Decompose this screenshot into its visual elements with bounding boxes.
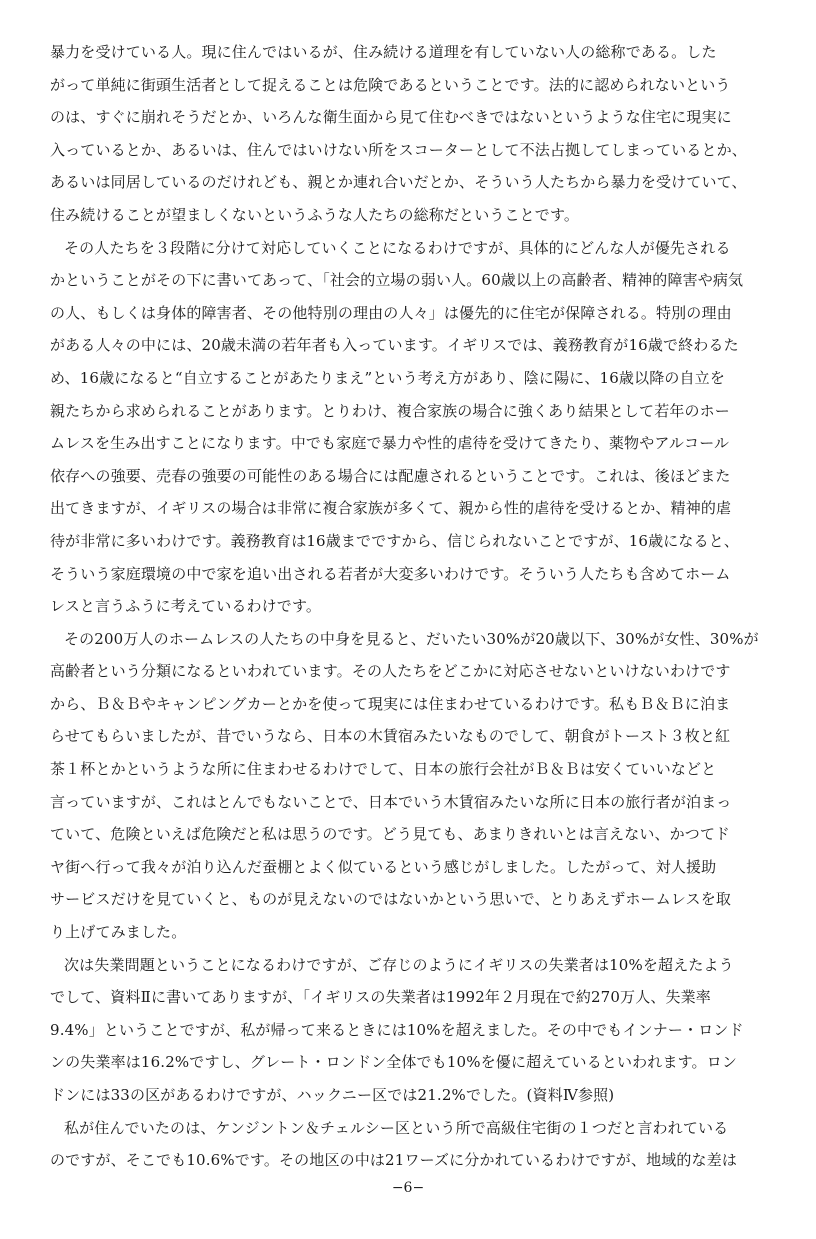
text-line: 9.4%」ということですが、私が帰って来るときには10%を超えました。その中でもインナー・ロンド	[50, 1020, 744, 1039]
text-line: から、Ｂ＆Ｂやキャンピングカーとかを使って現実には住まわせているわけです。私もＢ＆Ｂに泊ま	[50, 694, 731, 713]
text-line: ムレスを生み出すことになります。中でも家庭で暴力や性的虐待を受けてきたり、薬物やアルコール	[50, 434, 730, 453]
text-line: でして、資料Ⅱに書いてありますが、「イギリスの失業者は1992年２月現在で約270万人、失業率	[50, 988, 711, 1007]
text-line: 入っているとか、あるいは、住んではいけない所をスコーターとして不法占拠してしまっているとか、	[50, 140, 747, 159]
text-line: その人たちを３段階に分けて対応していくことになるわけですが、具体的にどんな人が優先される	[64, 238, 731, 257]
text-line: 暴力を受けている人。現に住んではいるが、住み続ける道理を有していない人の総称である。した	[50, 43, 717, 61]
text-line: その200万人のホームレスの人たちの中身を見ると、だいたい30%が20歳以下、30%が女性、30%が	[64, 629, 759, 648]
text-line: め、16歳になると“自立することがあたりまえ”という考え方があり、陰に陽に、16歳以降の自立を	[50, 368, 725, 387]
text-line: のですが、そこでも10.6%です。その地区の中は21ワーズに分かれているわけですが、地域的な差は	[50, 1151, 737, 1170]
text-line: がって単純に街頭生活者として捉えることは危険であるということです。法的に認められないという	[50, 75, 731, 94]
text-line: り上げてみました。	[50, 923, 187, 942]
text-line: のは、すぐに崩れそうだとか、いろんな衛生面から見て住むべきではないというような住宅に現実に	[50, 108, 732, 127]
text-line: あるいは同居しているのだけれども、親とか連れ合いだとか、そういう人たちから暴力を受けていて、	[50, 173, 747, 192]
text-line: かということがその下に書いてあって、「社会的立場の弱い人。60歳以上の高齢者、精神的障害や病気	[50, 271, 744, 290]
text-line: 親たちから求められることがあります。とりわけ、複合家族の場合に強くあり結果として若年のホー	[50, 401, 730, 420]
text-line: の人、もしくは身体的障害者、その他特別の理由の人々」は優先的に住宅が保障される。特別の理由	[50, 303, 732, 322]
text-line: 待が非常に多いわけです。義務教育は16歳までですから、信じられないことですが、16歳になると、	[50, 531, 740, 550]
text-line: 出てきますが、イギリスの場合は非常に複合家族が多くて、親から性的虐待を受けるとか、精神的虐	[50, 499, 732, 518]
text-line: そういう家庭環境の中で家を追い出される若者が大変多いわけです。そういう人たちも含めてホーム	[50, 564, 731, 583]
text-line: サービスだけを見ていくと、ものが見えないのではないかという思いで、とりあえずホームレスを取	[50, 890, 732, 909]
text-line: らせてもらいましたが、昔でいうなら、日本の木賃宿みたいなものでして、朝食がトースト３枚と紅	[50, 727, 731, 746]
text-line: 言っていますが、これはとんでもないことで、日本でいう木賃宿みたいな所に日本の旅行者が泊まっ	[50, 792, 732, 811]
text-line: 私が住んでいたのは、ケンジントン＆チェルシー区という所で高級住宅街の１つだと言われている	[64, 1118, 729, 1137]
text-line: ンの失業率は16.2%ですし、グレート・ロンドン全体でも10%を優に超えているといわれます。ロン	[50, 1053, 737, 1072]
text-line: 高齢者という分類になるといわれています。その人たちをどこかに対応させないといけないわけです	[50, 662, 731, 681]
text-line: がある人々の中には、20歳未満の若年者も入っています。イギリスでは、義務教育が16歳で終わるた	[50, 336, 739, 355]
text-line: ていて、危険といえば危険だと私は思うのです。どう見ても、あまりきれいとは言えない、かつてド	[50, 825, 730, 844]
text-line: レスと言うふうに考えているわけです。	[50, 597, 322, 616]
text-line: 茶１杯とかというような所に住まわせるわけでして、日本の旅行会社がＢ＆Ｂは安くていいなどと	[50, 760, 717, 779]
text-line: 住み続けることが望ましくないというふうな人たちの総称だということです。	[50, 205, 580, 224]
text-line: 依存への強要、売春の強要の可能性のある場合には配慮されるということです。これは、後ほどまた	[50, 466, 731, 485]
text-line: ヤ街へ行って我々が泊り込んだ蚕棚とよく似ているという感じがしました。したがって、対人援助	[50, 857, 717, 876]
page-number: −6−	[391, 1180, 425, 1196]
document-body	[50, 36, 780, 1177]
text-line: ドンには33の区があるわけですが、ハックニー区では21.2%でした。(資料Ⅳ参照)	[50, 1086, 615, 1104]
text-line: 次は失業問題ということになるわけですが、ご存じのようにイギリスの失業者は10%を超えたよう	[64, 955, 734, 974]
